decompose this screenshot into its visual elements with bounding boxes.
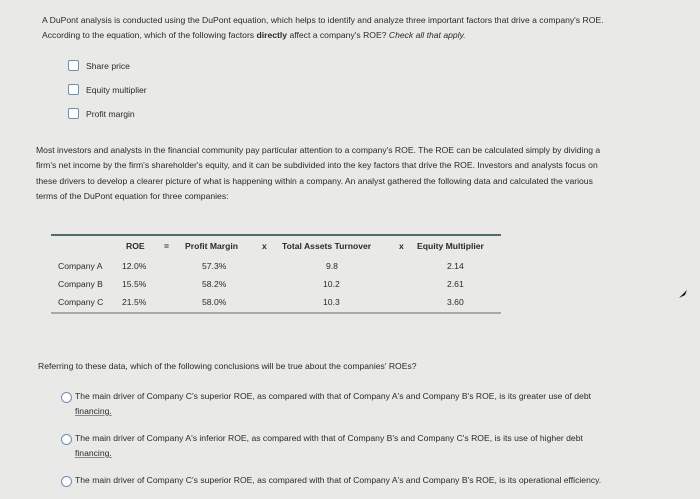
context-paragraph	[36, 143, 664, 204]
question1-intro	[42, 13, 662, 43]
question1-intro-line2	[42, 28, 662, 43]
mouse-cursor-icon	[679, 290, 687, 298]
option-equity-multiplier[interactable]	[68, 84, 147, 95]
option-label: Share price	[86, 60, 130, 71]
intro-text-2: affect a company's ROE?	[287, 30, 389, 40]
table-cell-roe: 12.0%	[122, 261, 147, 271]
question2-prompt: Referring to these data, which of the following conclusions will be true about the companies' ROEs?	[38, 361, 417, 371]
radio-answer-1[interactable]	[61, 392, 72, 403]
answer-text	[75, 431, 655, 461]
table-cell-turnover: 9.8	[326, 261, 338, 271]
table-cell-profit-margin: 57.3%	[202, 261, 227, 271]
dupont-table	[51, 234, 501, 314]
table-bottom-rule	[51, 312, 501, 314]
table-cell-profit-margin: 58.0%	[202, 297, 227, 307]
answer-text	[75, 473, 655, 488]
intro-text: According to the equation, which of the following factors	[42, 30, 257, 40]
answer-line: financing.	[75, 406, 112, 416]
table-cell-turnover: 10.3	[323, 297, 340, 307]
intro-italic-text: Check all that apply.	[388, 30, 466, 40]
header-total-assets-turnover: Total Assets Turnover	[282, 241, 372, 251]
radio-answer-2[interactable]	[61, 434, 72, 445]
table-cell-roe: 15.5%	[122, 279, 147, 289]
paragraph-line: terms of the DuPont equation for three companies:	[36, 190, 229, 201]
header-profit-margin: Profit Margin	[185, 241, 238, 251]
table-top-rule	[51, 234, 501, 236]
checkbox-share-price[interactable]	[68, 60, 79, 71]
header-times-1: x	[262, 241, 267, 251]
header-equals: =	[164, 241, 170, 251]
intro-bold-text: directly	[256, 30, 288, 40]
paragraph-line: these drivers to develop a clearer picture of what is happening within a company. An analyst gathered the following data and calculated the various	[36, 175, 593, 186]
table-row-company: Company C	[58, 297, 104, 307]
option-profit-margin[interactable]	[68, 108, 135, 119]
option-share-price[interactable]	[68, 60, 130, 71]
table-cell-profit-margin: 58.2%	[202, 279, 227, 289]
answer-line: The main driver of Company C's superior ROE, as compared with that of Company A's and Company B's ROE, is its operational efficiency.	[75, 475, 602, 485]
radio-answer-3[interactable]	[61, 476, 72, 487]
option-label: Equity multiplier	[86, 84, 147, 95]
answer-line: The main driver of Company A's inferior ROE, as compared with that of Company B's and Company C's ROE, is its use of higher debt	[75, 433, 583, 443]
paragraph-line: Most investors and analysts in the financial community pay particular attention to a company's ROE. The ROE can be calculated simply by dividing a	[36, 145, 601, 155]
header-roe: ROE	[126, 241, 145, 251]
answer-text	[75, 389, 655, 419]
answer-line: financing.	[75, 448, 112, 458]
answer-line: The main driver of Company C's superior ROE, as compared with that of Company A's and Company B's ROE, is its greater use of debt	[75, 391, 591, 401]
table-cell-equity-multiplier: 2.14	[447, 261, 464, 271]
paragraph-line: firm's net income by the firm's shareholder's equity, and it can be subdivided into the key factors that drive the ROE. Investors and analysts focus on	[36, 160, 598, 171]
checkbox-equity-multiplier[interactable]	[68, 84, 79, 95]
header-equity-multiplier: Equity Multiplier	[417, 241, 484, 251]
table-cell-equity-multiplier: 2.61	[447, 279, 464, 289]
checkbox-profit-margin[interactable]	[68, 108, 79, 119]
option-label: Profit margin	[86, 108, 135, 119]
table-row-company: Company A	[58, 261, 103, 271]
table-cell-roe: 21.5%	[122, 297, 147, 307]
table-cell-turnover: 10.2	[323, 279, 340, 289]
question1-intro-line1: A DuPont analysis is conducted using the DuPont equation, which helps to identify and analyze three important factors that drive a company's ROE.	[42, 15, 604, 25]
table-cell-equity-multiplier: 3.60	[447, 297, 464, 307]
table-row-company: Company B	[58, 279, 103, 289]
header-times-2: x	[399, 241, 404, 251]
